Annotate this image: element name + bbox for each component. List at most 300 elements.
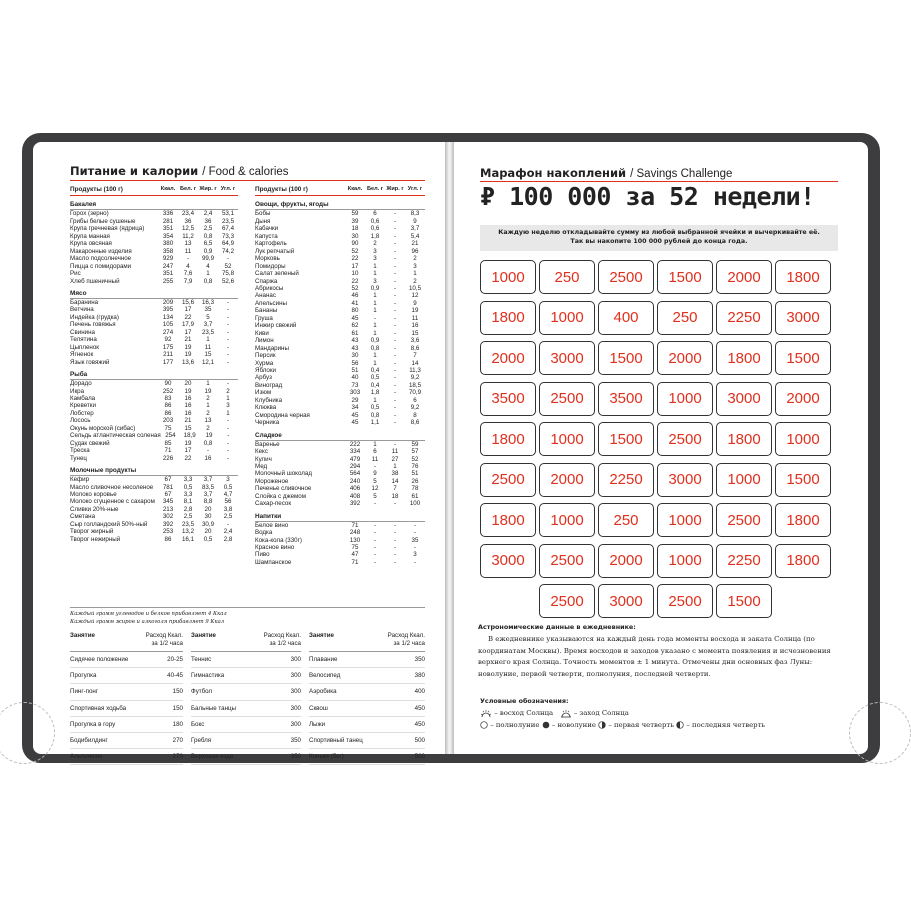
product-value: 71: [164, 447, 172, 455]
product-name: Салат зеленый: [255, 270, 299, 278]
product-value: 67: [164, 476, 172, 484]
savings-cell[interactable]: 1800: [716, 341, 772, 375]
product-value: -: [373, 314, 377, 322]
product-name: Варенье: [255, 440, 280, 448]
cost-period: за 1/2 часа: [269, 640, 301, 647]
product-value: -: [393, 210, 397, 218]
activity-kcal: 300: [290, 720, 301, 728]
product-value: -: [226, 424, 230, 432]
product-value: 3: [226, 402, 230, 410]
product-value: 281: [162, 217, 174, 225]
product-value: 19: [411, 307, 419, 315]
product-value: 16,3: [201, 298, 215, 306]
category-heading: Рыба: [70, 371, 238, 380]
product-value: -: [226, 351, 230, 359]
table-row: [255, 559, 425, 566]
product-value: 177: [162, 358, 174, 366]
savings-cell[interactable]: 1500: [716, 584, 772, 618]
activity-kcal: 300: [290, 704, 301, 712]
activity-name: Спортивная ходьба: [70, 704, 127, 712]
savings-cell[interactable]: 1000: [539, 301, 595, 335]
product-name: Пицца с помидорами: [70, 262, 132, 270]
table-row: [255, 529, 425, 536]
left-page-food-calories: [33, 142, 445, 761]
savings-cell[interactable]: 2250: [716, 544, 772, 578]
product-value: 302: [162, 513, 174, 521]
product-value: 334: [349, 448, 361, 456]
table-row: [70, 380, 238, 387]
activity-kcal: 150: [172, 688, 183, 696]
product-value: -: [393, 440, 397, 448]
table-row: [255, 367, 425, 374]
product-name: Изюм: [255, 389, 272, 397]
activity-name: Спортивный танец: [309, 736, 363, 744]
savings-cell[interactable]: 2500: [539, 544, 595, 578]
astro-heading: Астрономические данные в ежедневнике:: [478, 623, 636, 631]
product-value: -: [373, 551, 377, 559]
product-name: Ветчина: [70, 306, 94, 314]
activity-row: [309, 701, 425, 717]
product-value: -: [393, 255, 397, 263]
activity-name: Альпинизм: [70, 753, 102, 761]
savings-cell[interactable]: 250: [539, 260, 595, 294]
product-value: 12,1: [201, 358, 215, 366]
savings-cell[interactable]: 250: [598, 503, 654, 537]
product-value: 2,8: [183, 505, 193, 513]
activity-header-label: Занятие: [309, 632, 334, 639]
activity-header: [191, 632, 301, 652]
product-value: -: [373, 529, 377, 537]
product-name: Крупа гречневая (ядрица): [70, 225, 145, 233]
product-value: 0,8: [203, 232, 213, 240]
header-kcal: Ккал.: [347, 186, 363, 192]
product-name: Кекс: [255, 448, 268, 456]
product-value: 99,9: [201, 255, 215, 263]
activity-kcal: 180: [172, 720, 183, 728]
product-value: 6: [413, 396, 417, 404]
savings-cell[interactable]: 2500: [657, 422, 713, 456]
product-value: 3,6: [410, 337, 420, 345]
product-value: 1,1: [370, 419, 380, 427]
product-value: 96: [411, 247, 419, 255]
product-name: Клюква: [255, 404, 277, 412]
product-name: Лобстер: [70, 409, 94, 417]
product-value: 1: [206, 402, 210, 410]
product-value: 3,8: [223, 505, 233, 513]
savings-cell[interactable]: 1000: [657, 503, 713, 537]
savings-cell[interactable]: 2500: [598, 260, 654, 294]
product-value: 12: [371, 485, 379, 493]
product-value: 408: [349, 492, 361, 500]
table-row: [70, 388, 238, 395]
product-value: 105: [162, 321, 174, 329]
title-ru: Питание и калории: [70, 164, 199, 178]
savings-cell[interactable]: 1000: [539, 503, 595, 537]
astronomy-info: [478, 622, 846, 681]
product-value: 929: [162, 255, 174, 263]
table-row: [255, 522, 425, 529]
product-value: 351: [162, 270, 174, 278]
product-name: Молоко коровье: [70, 490, 117, 498]
savings-cell[interactable]: 2500: [716, 503, 772, 537]
product-name: Хлеб пшеничный: [70, 277, 120, 285]
product-value: -: [393, 322, 397, 330]
product-value: 45: [351, 419, 359, 427]
product-value: -: [373, 521, 377, 529]
product-value: 45: [351, 411, 359, 419]
savings-cell[interactable]: 2000: [480, 341, 536, 375]
activity-row: [191, 749, 301, 765]
cost-period: за 1/2 часа: [393, 640, 425, 647]
table-row: [70, 536, 238, 543]
savings-cell[interactable]: 3000: [598, 584, 654, 618]
product-name: Бананы: [255, 307, 278, 315]
product-value: 11: [411, 314, 419, 322]
savings-cell[interactable]: 2500: [657, 584, 713, 618]
table-row: [70, 417, 238, 424]
product-value: 175: [162, 343, 174, 351]
product-value: 3,3: [183, 476, 193, 484]
savings-cell[interactable]: 2500: [480, 463, 536, 497]
table-row: [70, 233, 238, 240]
savings-cell[interactable]: 2000: [775, 382, 831, 416]
product-name: Хурма: [255, 359, 274, 367]
product-value: 3,7: [410, 225, 420, 233]
product-value: -: [393, 374, 397, 382]
activity-kcal: 450: [414, 720, 425, 728]
product-value: -: [393, 337, 397, 345]
activity-kcal: 450: [414, 704, 425, 712]
product-value: 17: [184, 447, 192, 455]
product-value: 2,8: [223, 535, 233, 543]
product-value: 12,5: [181, 225, 195, 233]
product-value: 19: [204, 387, 212, 395]
product-name: Окунь морской (сибас): [70, 424, 136, 432]
activity-table-1: [70, 632, 183, 765]
product-name: Икра: [70, 387, 85, 395]
product-value: 18: [351, 225, 359, 233]
product-value: 57: [411, 448, 419, 456]
last-quarter-icon: [676, 721, 684, 729]
product-name: Рис: [70, 270, 81, 278]
product-name: Камбала: [70, 394, 96, 402]
activity-row: [70, 733, 183, 749]
product-value: 71: [351, 558, 359, 566]
header-product: Продукты (100 г): [255, 186, 308, 193]
savings-cell[interactable]: 2250: [716, 301, 772, 335]
savings-cell[interactable]: 2000: [598, 544, 654, 578]
product-value: -: [393, 277, 397, 285]
product-value: 16: [184, 402, 192, 410]
product-value: 3: [373, 277, 377, 285]
activity-table-2: [191, 632, 301, 765]
product-value: -: [226, 306, 230, 314]
savings-cell[interactable]: 3000: [539, 341, 595, 375]
banner-line: Каждую неделю откладывайте сумму из любой выбранной ячейки и вычеркивайте её.: [498, 229, 820, 236]
savings-cell[interactable]: 1500: [775, 341, 831, 375]
savings-cell[interactable]: 1000: [716, 463, 772, 497]
activity-name: Коньки (бег): [309, 753, 344, 761]
savings-cell[interactable]: 2000: [539, 463, 595, 497]
activity-kcal: 300: [290, 656, 301, 663]
savings-cell[interactable]: 1800: [480, 422, 536, 456]
product-value: 39: [351, 217, 359, 225]
product-value: 52: [224, 262, 232, 270]
product-value: -: [393, 329, 397, 337]
product-name: Сыр голландский 50%-ный: [70, 520, 148, 528]
category-heading: Молочные продукты: [70, 467, 238, 476]
activity-kcal: 350: [290, 736, 301, 744]
product-value: 1: [393, 462, 397, 470]
product-value: 43: [351, 344, 359, 352]
product-value: 10: [351, 270, 359, 278]
product-name: Шампанское: [255, 558, 292, 566]
product-value: 22: [351, 255, 359, 263]
product-value: 23,4: [181, 210, 195, 218]
note-line: Каждый грамм жиров и алкоголя прибавляет 9 Ккал: [70, 619, 225, 625]
activity-row: [191, 684, 301, 700]
savings-cell[interactable]: 1800: [716, 422, 772, 456]
savings-cell[interactable]: 2000: [657, 341, 713, 375]
product-value: 78: [411, 485, 419, 493]
table-row: [255, 315, 425, 322]
savings-cell[interactable]: 1500: [598, 341, 654, 375]
product-name: Белое вино: [255, 521, 289, 529]
activity-row: [191, 717, 301, 733]
product-value: 3,3: [183, 490, 193, 498]
table-row: [255, 485, 425, 492]
savings-cell[interactable]: 1800: [480, 301, 536, 335]
cost-label: Расход Ккал.: [263, 632, 301, 639]
product-value: 7,9: [183, 277, 193, 285]
savings-cell[interactable]: 3500: [598, 382, 654, 416]
table-row: [255, 374, 425, 381]
activity-kcal: 300: [290, 688, 301, 696]
savings-cell[interactable]: 1800: [480, 503, 536, 537]
product-value: 274: [162, 328, 174, 336]
product-value: 75,8: [221, 270, 235, 278]
product-value: -: [226, 343, 230, 351]
table-row: [70, 455, 238, 462]
table-row: [70, 225, 238, 232]
product-value: -: [393, 396, 397, 404]
activity-name: Аэробика: [309, 688, 337, 696]
activity-name: Верховая езда: [191, 753, 234, 761]
table-row: [70, 402, 238, 409]
table-row: [255, 337, 425, 344]
product-value: 17: [184, 328, 192, 336]
table-row: [70, 329, 238, 336]
activity-table-3: [309, 632, 425, 765]
activity-name: Плавание: [309, 656, 338, 663]
table-row: [70, 506, 238, 513]
food-table-column-1: [70, 186, 238, 543]
product-value: 4,7: [223, 490, 233, 498]
activity-name: Бокс: [191, 720, 205, 728]
product-name: Свинина: [70, 328, 95, 336]
product-value: 4: [206, 262, 210, 270]
header-prot: Бел. г: [366, 186, 384, 192]
savings-cell[interactable]: 250: [657, 301, 713, 335]
product-value: 52,6: [221, 277, 235, 285]
product-value: 36: [204, 217, 212, 225]
banner-line: Так вы накопите 100 000 рублей до конца года.: [570, 238, 748, 245]
product-value: 2: [226, 387, 230, 395]
savings-cell[interactable]: 3500: [480, 382, 536, 416]
activity-name: Бальные танцы: [191, 704, 236, 712]
product-value: 2: [206, 424, 210, 432]
product-value: 479: [349, 455, 361, 463]
product-value: -: [413, 529, 417, 537]
product-value: 211: [163, 351, 173, 359]
table-row: [255, 441, 425, 448]
product-value: 2: [413, 277, 417, 285]
table-row: [70, 521, 238, 528]
activity-header-cost: [264, 632, 301, 649]
product-value: 61: [411, 492, 419, 500]
product-value: 21: [411, 240, 419, 248]
product-name: Масло подсолнечное: [70, 255, 132, 263]
cost-label: Расход Ккал.: [145, 632, 183, 639]
product-value: 7: [393, 485, 397, 493]
product-value: 83: [164, 394, 172, 402]
table-row: [70, 528, 238, 535]
table-row: [255, 300, 425, 307]
table-row: [255, 500, 425, 507]
product-value: 16: [184, 409, 192, 417]
product-value: 0,9: [370, 284, 380, 292]
first-quarter-label: – первая четверть: [608, 721, 674, 729]
product-value: -: [393, 247, 397, 255]
legend: [480, 695, 765, 731]
savings-cell[interactable]: 2500: [539, 382, 595, 416]
header-carb: Угл. г: [220, 186, 236, 192]
product-name: Крупа овсяная: [70, 240, 112, 248]
product-name: Мед: [255, 462, 268, 470]
table-row: [255, 544, 425, 551]
savings-cell[interactable]: 3000: [480, 544, 536, 578]
product-value: 9: [413, 299, 417, 307]
activity-name: Прогулка: [70, 672, 97, 680]
product-name: Молоко сгущенное с сахаром: [70, 498, 155, 506]
product-name: Слойка с джемом: [255, 492, 307, 500]
product-name: Макаронные изделия: [70, 247, 132, 255]
savings-cell[interactable]: 1000: [657, 544, 713, 578]
savings-cell[interactable]: 1500: [775, 463, 831, 497]
savings-cell[interactable]: 3000: [716, 382, 772, 416]
product-name: Клубника: [255, 396, 283, 404]
savings-cell[interactable]: 1000: [539, 422, 595, 456]
activity-row: [70, 749, 183, 765]
product-name: Цыпленок: [70, 343, 99, 351]
table-row: [255, 248, 425, 255]
savings-cell[interactable]: 400: [598, 301, 654, 335]
table-row: [70, 263, 238, 270]
table-row: [255, 285, 425, 292]
product-name: Сахар-песок: [255, 500, 292, 508]
activity-kcal: 40-45: [167, 672, 183, 680]
savings-cell[interactable]: 3000: [657, 463, 713, 497]
table-row: [255, 218, 425, 225]
product-value: 11: [391, 448, 399, 456]
product-value: 19: [184, 351, 192, 359]
table-row: [255, 551, 425, 558]
savings-cell[interactable]: 2000: [716, 260, 772, 294]
savings-cell[interactable]: 1000: [775, 422, 831, 456]
activity-name: Сидячее положение: [70, 656, 129, 663]
category-heading: Напитки: [255, 513, 425, 522]
product-value: 12: [411, 292, 419, 300]
title-underline: [70, 180, 425, 181]
product-value: 29: [351, 396, 359, 404]
product-value: 62: [351, 322, 359, 330]
legend-line-moon: [480, 719, 765, 731]
activity-row: [309, 749, 425, 765]
product-value: -: [226, 454, 230, 462]
savings-cell[interactable]: 1500: [657, 260, 713, 294]
product-value: 392: [162, 520, 174, 528]
product-value: 15,6: [181, 298, 195, 306]
savings-cell[interactable]: 2250: [598, 463, 654, 497]
product-value: -: [393, 270, 397, 278]
savings-cell[interactable]: 2500: [539, 584, 595, 618]
product-value: 16,1: [181, 535, 195, 543]
activity-row: [191, 668, 301, 684]
table-row: [255, 330, 425, 337]
product-value: 11,2: [182, 232, 194, 240]
product-name: Тунец: [70, 454, 87, 462]
product-value: -: [393, 299, 397, 307]
product-value: 3: [373, 255, 377, 263]
savings-cell[interactable]: 1000: [657, 382, 713, 416]
product-value: 30: [351, 352, 359, 360]
product-value: 75: [351, 544, 359, 552]
product-value: -: [393, 536, 397, 544]
savings-cell[interactable]: 1800: [775, 260, 831, 294]
savings-cell[interactable]: 1800: [775, 503, 831, 537]
product-name: Творог жирный: [70, 528, 114, 536]
product-value: 130: [349, 536, 361, 544]
product-value: -: [227, 432, 230, 440]
table-row: [255, 537, 425, 544]
product-name: Сельдь атлантическая соленая: [70, 432, 161, 440]
activity-kcal: 350: [414, 656, 425, 663]
product-name: Судак свежий: [70, 439, 110, 447]
product-value: -: [226, 439, 230, 447]
product-name: Кабачки: [255, 225, 279, 233]
product-name: Смородина черная: [255, 411, 310, 419]
product-value: 45: [351, 314, 359, 322]
product-name: Водка: [255, 529, 273, 537]
product-value: 18,5: [408, 381, 422, 389]
product-value: 80: [351, 307, 359, 315]
product-value: 1: [373, 270, 377, 278]
activity-row: [70, 652, 183, 668]
savings-cell[interactable]: 1000: [480, 260, 536, 294]
table-row: [70, 270, 238, 277]
table-row: [70, 321, 238, 328]
category-heading: Овощи, фрукты, ягоды: [255, 201, 425, 210]
product-value: 0,4: [370, 366, 380, 374]
savings-cell[interactable]: 3000: [775, 301, 831, 335]
savings-cell[interactable]: 1800: [775, 544, 831, 578]
savings-cell[interactable]: 1500: [598, 422, 654, 456]
product-value: 336: [162, 210, 174, 218]
category-heading: Бакалея: [70, 201, 238, 210]
product-value: -: [393, 558, 397, 566]
product-value: -: [226, 321, 230, 329]
table-row: [255, 352, 425, 359]
